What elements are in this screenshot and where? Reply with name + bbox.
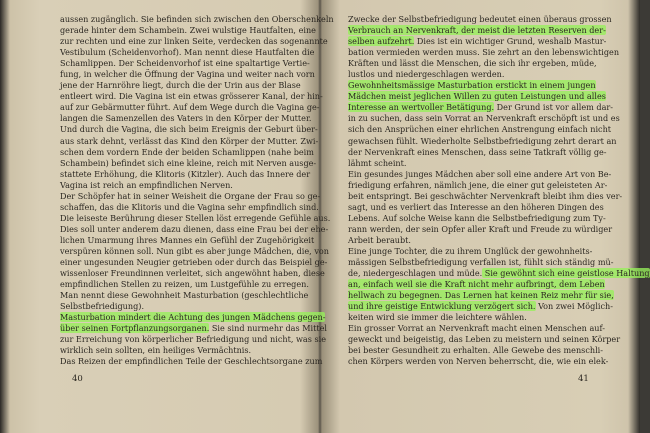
text-line — [348, 113, 620, 124]
text-line — [60, 212, 331, 224]
body-text: fung, in welcher die Öffnung der Vagina und weiter nach vorn — [60, 69, 315, 80]
text-line — [60, 69, 315, 80]
text-line — [348, 14, 612, 25]
body-text: Eine junge Tochter, die zu ihrem Unglück der gewohnheits- — [348, 245, 593, 256]
text-line — [348, 312, 591, 323]
body-text: Ein gesundes junges Mädchen aber soll eine andere Art von Be- — [348, 168, 612, 179]
text-line — [348, 279, 605, 290]
body-text: de, niedergeschlagen und müde. — [348, 268, 483, 279]
text-line — [60, 14, 334, 25]
body-text: aus stark dehnt, verlässt das Kind den Körper der Mutter. Zwi- — [60, 135, 319, 146]
text-line — [60, 36, 328, 47]
body-text: friedigung erfahren, nämlich jene, die einer gut geleisteten Ar- — [348, 179, 608, 190]
text-line — [348, 135, 617, 147]
body-text: Und durch die Vagina, die sich beim Ereignis der Geburt über- — [60, 124, 318, 135]
text-line — [60, 279, 309, 290]
body-text: auf zur Gebärmutter führt. Auf dem Wege durch die Vagina ge- — [60, 102, 320, 113]
highlighted-text: selben aufzehrt. — [348, 36, 415, 47]
body-text: empfindlichen Stellen zu reizen, um Lustgefühle zu erregen. — [60, 279, 309, 290]
body-text: beit entspringt. Bei geschwächter Nervenkraft bleibt ihm dies ver- — [348, 190, 623, 201]
body-text: keiten wird sie immer die leichtere wählen. — [348, 312, 527, 323]
text-line — [60, 58, 310, 69]
highlighted-text: Gewohnheitsmässige Masturbation erstickt in einem jungen — [348, 80, 596, 91]
body-text: jene der Harnröhre liegt, durch die der Urin aus der Blase — [60, 80, 301, 91]
body-text: bation vermieden werden muss. Sie zehrt an den lebenswichtigen — [348, 47, 620, 58]
text-line — [60, 157, 317, 169]
text-line — [60, 25, 316, 36]
highlighted-text: Verbrauch an Nervenkraft, der meist die letzten Reserven der- — [348, 25, 606, 36]
body-text: entleert wird. Die Vagina ist ein etwas grösserer Kanal, der hin- — [60, 91, 323, 102]
text-line — [60, 290, 309, 301]
text-line — [348, 168, 612, 180]
text-line — [60, 80, 299, 91]
text-line — [348, 223, 613, 235]
text-line — [60, 201, 319, 213]
text-line — [348, 345, 603, 356]
text-line — [348, 102, 614, 113]
right-page — [320, 0, 650, 433]
body-text: mässigen Selbstbefriedigung verfallen ist, fühlt sich ständig mü- — [348, 257, 614, 268]
highlighted-text: und ihre geistige Entwicklung verzögert sich. — [348, 301, 536, 312]
text-line — [348, 158, 591, 169]
body-text: sich den Ansprüchen einer ehrlichen Anstrengung einfach nicht — [348, 124, 612, 135]
text-line — [348, 179, 608, 191]
text-line — [348, 356, 609, 367]
text-line — [60, 323, 327, 334]
text-line — [348, 36, 607, 47]
body-text: einer ungesunden Neugier getrieben oder durch das Beispiel ge- — [60, 257, 328, 268]
body-text: zur rechten und eine zur linken Seite, verdecken das sogenannte — [60, 36, 328, 47]
text-line — [348, 25, 606, 36]
body-text: gewachsen fühlt. Wiederholte Selbstbefriedigung zehrt derart an — [348, 135, 617, 146]
text-line — [348, 47, 620, 58]
body-text: lustlos und niedergeschlagen werden. — [348, 69, 505, 80]
body-text: Vagina ist reich an empfindlichen Nerven. — [60, 179, 233, 190]
text-line — [60, 113, 312, 124]
body-text: chen Körpers werden von Nerven beherrscht, die, wie ein elek- — [348, 356, 609, 367]
body-text: Dies soll unter anderem dazu dienen, dass eine Frau bei der ehe- — [60, 223, 329, 234]
text-line — [348, 146, 607, 158]
body-text: Selbstbefriedigung). — [60, 301, 145, 312]
text-line — [60, 234, 315, 246]
body-text: Das Reizen der empfindlichen Teile der Geschlechtsorgane zum — [60, 356, 323, 367]
text-line — [60, 312, 326, 323]
highlighted-text: Sie gewöhnt sich eine geistlose Haltung — [482, 268, 650, 279]
body-text: Sie sind nurmehr das Mittel — [209, 323, 327, 334]
text-line — [348, 235, 591, 246]
highlighted-text: Masturbation mindert die Achtung des jungen Mädchens gegen- — [60, 312, 326, 323]
text-line — [348, 323, 605, 334]
body-text: Man nennt diese Gewohnheit Masturbation (geschlechtliche — [60, 290, 309, 301]
text-line — [60, 245, 329, 257]
text-line — [348, 301, 613, 312]
text-line — [348, 246, 591, 257]
body-text: lähmt scheint. — [348, 157, 407, 168]
left-page-body — [60, 14, 334, 368]
body-text: Lebens. Auf solche Weise kann die Selbstbefriedigung zum Ty- — [348, 212, 606, 223]
body-text: Vestibulum (Scheidenvorhof). Man nennt diese Hautfalten die — [60, 47, 315, 58]
text-line — [348, 334, 621, 345]
text-line — [60, 190, 321, 202]
body-text: Ein grosser Vorrat an Nervenkraft macht einen Menschen auf- — [348, 323, 605, 334]
text-line — [348, 190, 623, 202]
body-text: schen dem vordern Ende der beiden Schamlippen (nahe beim — [60, 146, 314, 157]
body-text: verspüren können soll. Nun gibt es aber junge Mädchen, die, von — [60, 245, 329, 256]
body-text: Schambein) befindet sich eine kleine, reich mit Nerven ausge- — [60, 157, 317, 168]
text-line — [348, 212, 606, 224]
text-line — [60, 334, 326, 345]
body-text: wirklich sein sollten, ein heiliges Vermächtnis. — [60, 345, 252, 356]
text-line — [60, 146, 314, 158]
text-line — [348, 257, 614, 268]
text-line — [60, 257, 328, 268]
text-line — [348, 201, 604, 213]
body-text: Kräften und lässt die Menschen, die sich ihr ergeben, müde, — [348, 58, 597, 69]
text-line — [348, 80, 596, 91]
body-text: Arbeit beraubt. — [348, 234, 411, 245]
text-line — [60, 135, 319, 147]
text-line — [60, 180, 299, 191]
highlighted-text: Interesse an wertvoller Betätigung. — [348, 102, 495, 113]
body-text: sagt, und es verliert das Interesse an den höheren Dingen des — [348, 201, 604, 212]
text-line — [60, 356, 323, 367]
body-text: Der Grund ist vor allem dar- — [494, 102, 614, 113]
text-line — [60, 268, 325, 279]
body-text: Der Schöpfer hat in seiner Weisheit die Organe der Frau so ge- — [60, 190, 321, 201]
body-text: langen die Samenzellen des Vaters in den Körper der Mutter. — [60, 113, 312, 124]
text-line — [60, 223, 329, 235]
text-line — [348, 69, 591, 80]
body-text: Dies ist ein wichtiger Grund, weshalb Mastur- — [414, 36, 607, 47]
highlighted-text: Mädchen meist jeglichen Willen zu guten Leistungen und alles — [348, 91, 606, 102]
highlighted-text: über seinen Fortpflanzungsorganen. — [60, 323, 210, 334]
body-text: Von zwei Möglich- — [535, 301, 613, 312]
right-page-body — [348, 14, 650, 368]
text-line — [60, 345, 299, 356]
text-line — [348, 268, 650, 279]
body-text: Die leiseste Berührung dieser Stellen löst erregende Gefühle aus. — [60, 212, 331, 223]
body-text: Schamlippen. Der Scheidenvorhof ist eine spaltartige Vertie- — [60, 58, 310, 69]
text-line — [60, 124, 318, 135]
body-text: gerade hinter dem Schambein. Zwei wulstige Hautfalten, eine — [60, 25, 316, 36]
body-text: geweckt und beigeistig, das Leben zu meistern und seinen Körper — [348, 334, 621, 345]
text-line — [60, 47, 315, 58]
text-line — [348, 124, 612, 135]
text-line — [348, 290, 614, 301]
highlighted-text: an, einfach weil sie die Kraft nicht mehr aufbringt, dem Leben — [348, 279, 605, 290]
body-text: zur Erreichung von körperlicher Befriedigung und nicht, was sie — [60, 334, 326, 345]
text-line — [348, 91, 606, 102]
text-line — [60, 91, 323, 102]
text-line — [60, 102, 320, 113]
text-line — [60, 301, 299, 312]
body-text: aussen zugänglich. Sie befinden sich zwischen den Oberschenkeln — [60, 14, 334, 24]
body-text: rann werden, der sein Opfer aller Kraft und Freude zu würdiger — [348, 223, 613, 234]
highlighted-text: hellwach zu begegnen. Das Lernen hat keinen Reiz mehr für sie, — [348, 290, 614, 301]
text-line — [348, 58, 597, 69]
body-text: wissenloser Freundinnen verleitet, sich angewöhnt haben, diese — [60, 268, 325, 279]
body-text: der Nervenkraft eines Menschen, dass seine Tatkraft völlig ge- — [348, 146, 607, 157]
right-page-number: 41 — [578, 374, 589, 384]
body-text: in zu suchen, dass sein Vorrat an Nervenkraft erschöpft ist und es — [348, 113, 620, 124]
text-line — [60, 168, 311, 180]
left-page-number: 40 — [72, 374, 83, 384]
body-text: stattete Erhöhung, die Klitoris (Kitzler). Auch das Innere der — [60, 168, 311, 179]
body-text: bei bester Gesundheit zu erhalten. Alle Gewebe des menschli- — [348, 345, 603, 356]
body-text: schaffen, das die Klitoris und die Vagina sehr empfindlich sind. — [60, 201, 319, 212]
body-text: Zwecke der Selbstbefriedigung bedeutet einen überaus grossen — [348, 14, 612, 24]
body-text: lichen Umarmung ihres Mannes ein Gefühl der Zugehörigkeit — [60, 234, 315, 245]
